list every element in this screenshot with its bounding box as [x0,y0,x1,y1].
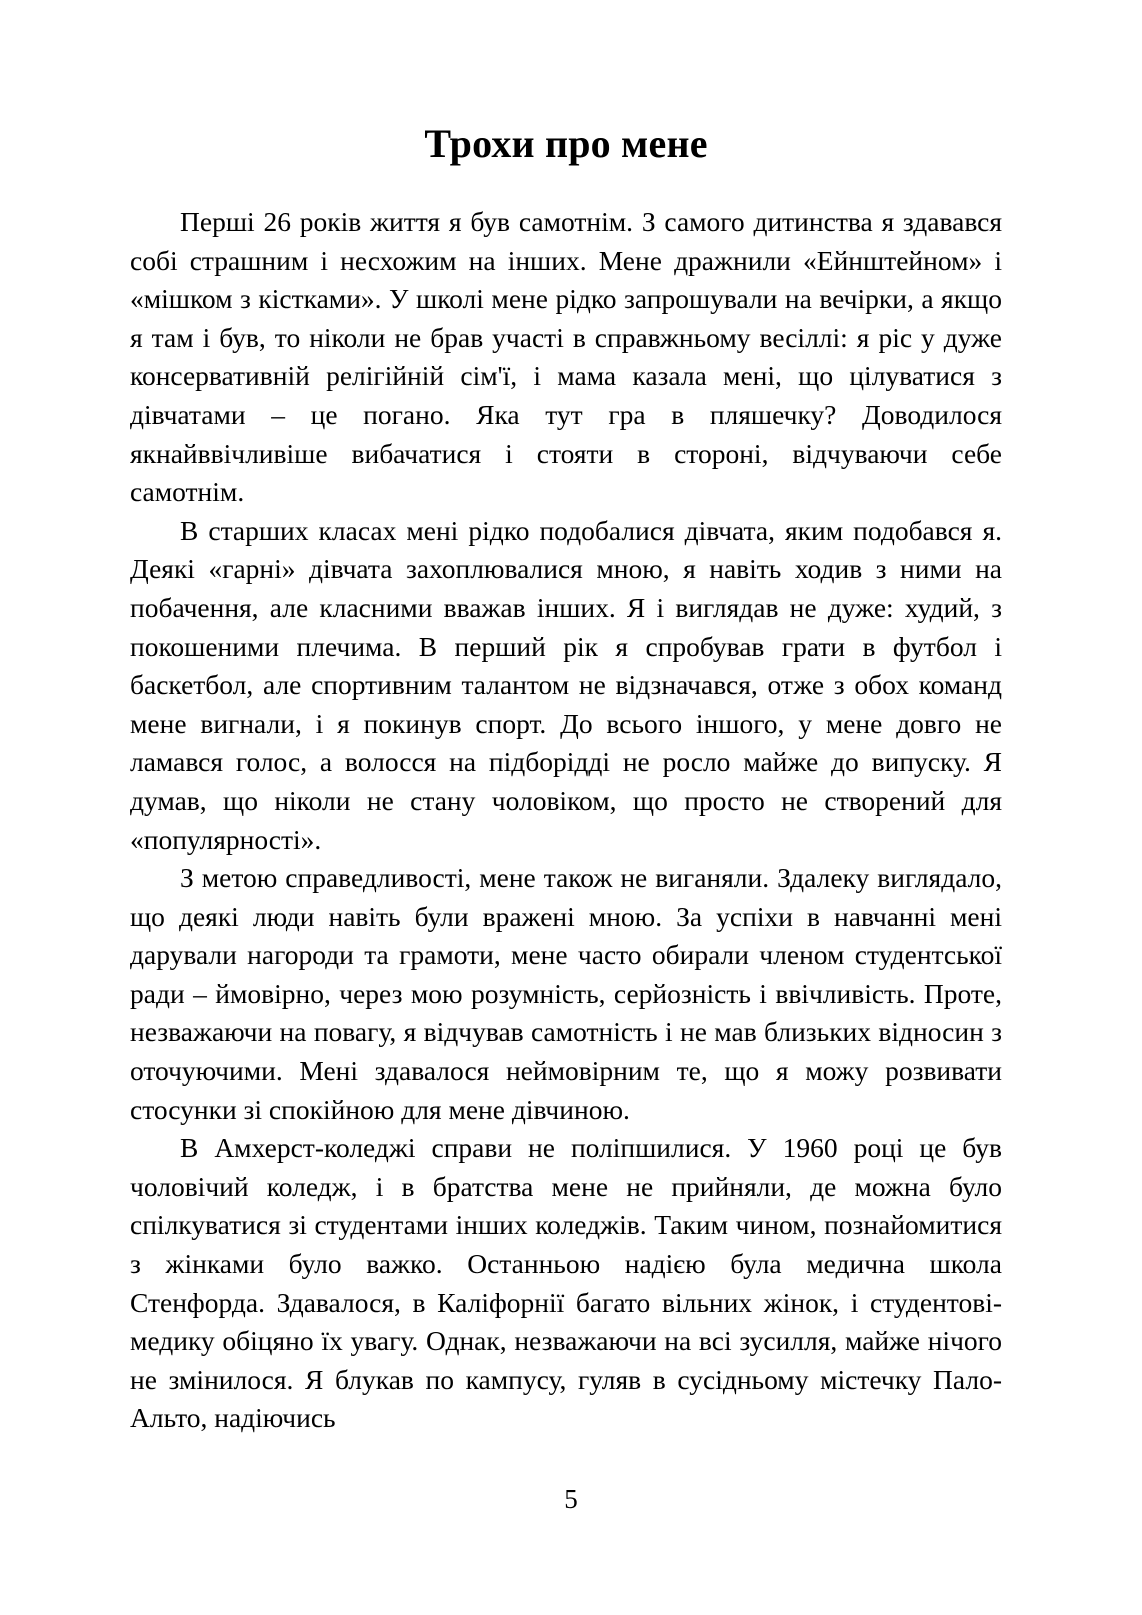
body-paragraph: З метою справедливості, мене також не виганяли. Здалеку виглядало, що деякі люди навіть були вражені мною. За успіхи в навчанні мені дарували нагороди та грамоти, мене часто обирали членом студентської ради – ймовірно, через мою розумність, серйозність і ввічливість. Проте, незважаючи на повагу, я відчував самотність і не мав близьких відносин з оточуючими. Мені здавалося неймовірним те, що я можу розвивати стосунки зі спокійною для мене дівчиною. [130,862,1002,1125]
page-content-column [130,0,1002,1438]
page-number: 5 [564,1484,578,1514]
body-paragraph: В Амхерст-коледжі справи не поліпшилися. У 1960 році це був чоловічий коледж, і в братства мене не прийняли, де можна було спілкуватися зі студентами інших коледжів. Таким чином, познайомитися з жінками було важко. Останньою надією була медична школа Стенфорда. Здавалося, в Каліфорнії багато вільних жінок, і студентові-медику обіцяно їх увагу. Однак, незважаючи на всі зусилля, майже нічого не змінилося. Я блукав по кампусу, гуляв в сусідньому містечку Пало-Альто, надіючись [130,1132,1002,1434]
body-paragraph: Перші 26 років життя я був самотнім. З самого дитинства я здавався собі страшним і несхожим на інших. Мене дражнили «Ейнштейном» і «мішком з кістками». У школі мене рідко запрошували на вечірки, а якщо я там і був, то ніколи не брав участі в справжньому весіллі: я ріс у дуже консервативній релігійній сім'ї, і мама казала мені, що цілуватися з дівчатами – це погано. Яка тут гра в пляшечку? Доводилося якнайввічливіше вибачатися і стояти в стороні, відчуваючи себе самотнім. [130,206,1002,508]
page-title: Трохи про мене [424,121,708,166]
body-paragraph: В старших класах мені рідко подобалися дівчата, яким подобався я. Деякі «гарні» дівчата захоплювалися мною, я навіть ходив з ними на побачення, але класними вважав інших. Я і виглядав не дуже: худий, з покошеними плечима. В перший рік я спробував грати в футбол і баскетбол, але спортивним талантом не відзначався, отже з обох команд мене вигнали, і я покинув спорт. До всього іншого, у мене довго не ламався голос, а волосся на підборідді не росло майже до випуску. Я думав, що ніколи не стану чоловіком, що просто не створений для «популярності». [130,514,1002,855]
